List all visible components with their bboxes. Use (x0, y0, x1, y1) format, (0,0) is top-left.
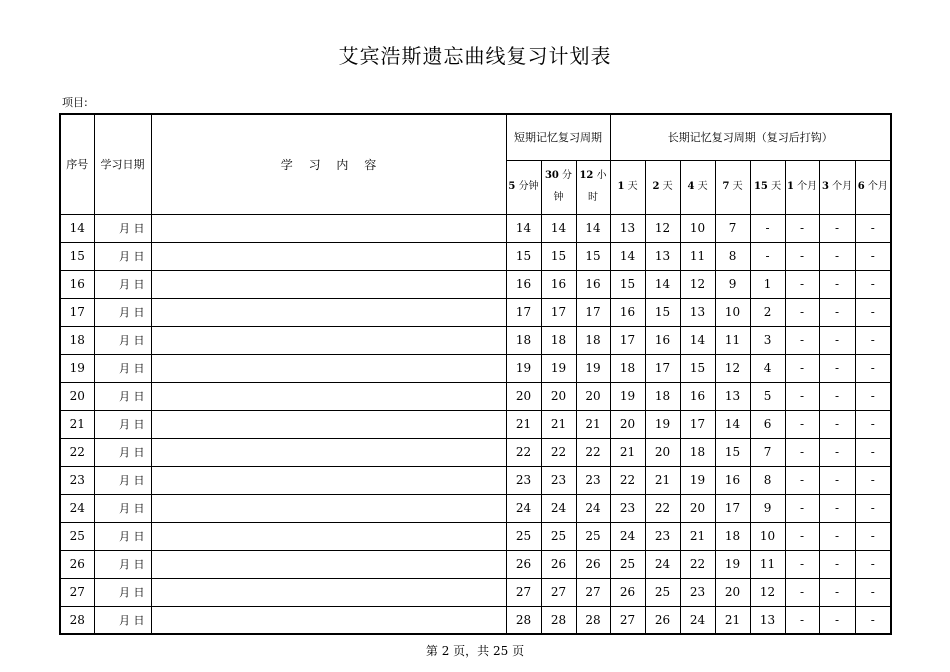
table-row (60, 578, 891, 606)
row-number: 16 (60, 270, 94, 298)
header-period-3 (576, 160, 610, 214)
table-row (60, 410, 891, 438)
review-day-cell[interactable]: - (785, 410, 819, 438)
review-day-cell[interactable]: - (819, 354, 855, 382)
review-day-cell[interactable]: 10 (680, 214, 715, 242)
review-day-cell[interactable]: 18 (610, 354, 645, 382)
study-date-field[interactable]: 月 日 (94, 410, 151, 438)
table-row (60, 214, 891, 242)
table-row (60, 522, 891, 550)
review-day-cell[interactable]: 19 (541, 354, 576, 382)
header-period-1 (506, 160, 541, 214)
review-day-cell[interactable]: 15 (576, 242, 610, 270)
review-day-cell[interactable]: - (750, 242, 785, 270)
review-day-cell[interactable]: 19 (576, 354, 610, 382)
study-date-field[interactable]: 月 日 (94, 242, 151, 270)
period-unit: 个月 (832, 181, 853, 192)
row-number: 19 (60, 354, 94, 382)
review-day-cell[interactable]: 22 (680, 550, 715, 578)
review-day-cell[interactable]: - (819, 494, 855, 522)
review-day-cell[interactable]: 20 (576, 382, 610, 410)
study-content-field[interactable] (151, 550, 506, 578)
table-row (60, 354, 891, 382)
review-day-cell[interactable]: 7 (715, 214, 750, 242)
row-number: 27 (60, 578, 94, 606)
study-content-field[interactable] (151, 242, 506, 270)
row-number: 20 (60, 382, 94, 410)
period-number: 15 (753, 181, 768, 192)
review-day-cell[interactable]: 16 (645, 326, 680, 354)
review-day-cell[interactable]: 9 (715, 270, 750, 298)
review-day-cell[interactable]: 19 (610, 382, 645, 410)
review-day-cell[interactable]: 12 (680, 270, 715, 298)
review-day-cell[interactable]: - (855, 522, 891, 550)
review-day-cell[interactable]: 10 (715, 298, 750, 326)
review-day-cell[interactable]: - (855, 298, 891, 326)
review-day-cell[interactable]: 17 (610, 326, 645, 354)
header-period-4 (610, 160, 645, 214)
study-date-field[interactable]: 月 日 (94, 298, 151, 326)
review-day-cell[interactable]: 13 (680, 298, 715, 326)
review-day-cell[interactable]: 14 (645, 270, 680, 298)
header-period-9 (785, 160, 819, 214)
review-day-cell[interactable]: - (819, 410, 855, 438)
header-period-11 (855, 160, 891, 214)
review-day-cell[interactable]: - (855, 494, 891, 522)
review-day-cell[interactable]: - (855, 606, 891, 634)
study-content-field[interactable] (151, 354, 506, 382)
period-unit: 小时 (588, 170, 607, 203)
review-day-cell[interactable]: 25 (576, 522, 610, 550)
review-day-cell[interactable]: 20 (645, 438, 680, 466)
table-row (60, 382, 891, 410)
review-day-cell[interactable]: 18 (715, 522, 750, 550)
row-number: 26 (60, 550, 94, 578)
study-date-field[interactable]: 月 日 (94, 606, 151, 634)
review-day-cell[interactable]: 14 (610, 242, 645, 270)
header-long-term: 长期记忆复习周期（复习后打钩） (610, 114, 891, 160)
review-day-cell[interactable]: 2 (750, 298, 785, 326)
study-content-field[interactable] (151, 298, 506, 326)
table-row (60, 298, 891, 326)
review-day-cell[interactable]: 13 (750, 606, 785, 634)
review-day-cell[interactable]: 6 (750, 410, 785, 438)
review-day-cell[interactable]: - (819, 466, 855, 494)
review-day-cell[interactable]: 20 (680, 494, 715, 522)
header-short-term: 短期记忆复习周期 (506, 114, 610, 160)
review-day-cell[interactable]: 17 (680, 410, 715, 438)
review-day-cell[interactable]: 19 (680, 466, 715, 494)
review-day-cell[interactable]: 24 (645, 550, 680, 578)
review-day-cell[interactable]: 21 (610, 438, 645, 466)
review-day-cell[interactable]: 21 (680, 522, 715, 550)
review-day-cell[interactable]: - (855, 242, 891, 270)
review-day-cell[interactable]: 16 (680, 382, 715, 410)
review-day-cell[interactable]: - (819, 438, 855, 466)
review-day-cell[interactable]: - (785, 326, 819, 354)
review-day-cell[interactable]: 26 (645, 606, 680, 634)
review-day-cell[interactable]: 26 (610, 578, 645, 606)
study-content-field[interactable] (151, 578, 506, 606)
row-number: 17 (60, 298, 94, 326)
review-day-cell[interactable]: 24 (610, 522, 645, 550)
table-row (60, 606, 891, 634)
review-day-cell[interactable]: 8 (750, 466, 785, 494)
review-day-cell[interactable]: 12 (750, 578, 785, 606)
review-day-cell[interactable]: 23 (506, 466, 541, 494)
review-day-cell[interactable]: 17 (576, 298, 610, 326)
review-day-cell[interactable]: 20 (541, 382, 576, 410)
review-day-cell[interactable]: 18 (541, 326, 576, 354)
table-row (60, 326, 891, 354)
review-day-cell[interactable]: - (785, 242, 819, 270)
period-unit: 分钟 (553, 170, 573, 203)
review-day-cell[interactable]: 13 (715, 382, 750, 410)
study-date-field[interactable]: 月 日 (94, 326, 151, 354)
table-row (60, 550, 891, 578)
review-day-cell[interactable]: 17 (645, 354, 680, 382)
review-day-cell[interactable]: 24 (541, 494, 576, 522)
review-day-cell[interactable]: 12 (645, 214, 680, 242)
review-day-cell[interactable]: 14 (680, 326, 715, 354)
review-day-cell[interactable]: 23 (541, 466, 576, 494)
review-day-cell[interactable]: 18 (576, 326, 610, 354)
review-day-cell[interactable]: 22 (610, 466, 645, 494)
row-number: 18 (60, 326, 94, 354)
study-date-field[interactable]: 月 日 (94, 466, 151, 494)
study-content-field[interactable] (151, 382, 506, 410)
study-content-field[interactable] (151, 438, 506, 466)
review-day-cell[interactable]: 25 (541, 522, 576, 550)
review-day-cell[interactable]: 23 (610, 494, 645, 522)
review-day-cell[interactable]: - (785, 522, 819, 550)
review-day-cell[interactable]: 18 (645, 382, 680, 410)
header-period-5 (645, 160, 680, 214)
period-number: 5 (508, 181, 516, 192)
review-day-cell[interactable]: 27 (506, 578, 541, 606)
review-day-cell[interactable]: 11 (715, 326, 750, 354)
review-day-cell[interactable]: - (785, 214, 819, 242)
review-day-cell[interactable]: 28 (576, 606, 610, 634)
review-day-cell[interactable]: 23 (576, 466, 610, 494)
review-day-cell[interactable]: - (785, 494, 819, 522)
review-day-cell[interactable]: 26 (541, 550, 576, 578)
review-day-cell[interactable]: - (819, 550, 855, 578)
review-day-cell[interactable]: 22 (645, 494, 680, 522)
review-day-cell[interactable]: 16 (715, 466, 750, 494)
period-number: 7 (722, 181, 730, 192)
review-day-cell[interactable]: 24 (680, 606, 715, 634)
review-day-cell[interactable]: - (819, 606, 855, 634)
review-day-cell[interactable]: 14 (506, 214, 541, 242)
review-day-cell[interactable]: 24 (576, 494, 610, 522)
period-number: 2 (652, 181, 660, 192)
review-day-cell[interactable]: - (819, 270, 855, 298)
review-day-cell[interactable]: 14 (715, 410, 750, 438)
review-day-cell[interactable]: 27 (576, 578, 610, 606)
review-day-cell[interactable]: 12 (715, 354, 750, 382)
review-day-cell[interactable]: 15 (610, 270, 645, 298)
period-number: 12 (579, 170, 594, 181)
review-day-cell[interactable]: 14 (576, 214, 610, 242)
review-day-cell[interactable]: - (819, 214, 855, 242)
header-date: 学习日期 (94, 114, 151, 214)
table-row (60, 242, 891, 270)
period-number: 30 (544, 170, 559, 181)
study-date-field[interactable]: 月 日 (94, 550, 151, 578)
review-day-cell[interactable]: 28 (541, 606, 576, 634)
period-unit: 天 (732, 181, 743, 192)
review-day-cell[interactable]: 21 (576, 410, 610, 438)
review-day-cell[interactable]: 26 (576, 550, 610, 578)
review-day-cell[interactable]: 15 (645, 298, 680, 326)
table-row (60, 466, 891, 494)
review-day-cell[interactable]: - (785, 578, 819, 606)
review-day-cell[interactable]: 26 (506, 550, 541, 578)
row-number: 14 (60, 214, 94, 242)
review-day-cell[interactable]: 23 (645, 522, 680, 550)
header-content: 学 习 内 容 (151, 114, 506, 214)
period-number: 1 (617, 181, 625, 192)
row-number: 23 (60, 466, 94, 494)
review-day-cell[interactable]: - (819, 326, 855, 354)
review-day-cell[interactable]: 16 (610, 298, 645, 326)
study-content-field[interactable] (151, 214, 506, 242)
review-day-cell[interactable]: 15 (680, 354, 715, 382)
review-day-cell[interactable]: 13 (610, 214, 645, 242)
study-content-field[interactable] (151, 270, 506, 298)
table-row (60, 494, 891, 522)
period-unit: 分钟 (518, 181, 539, 192)
period-unit: 天 (627, 181, 638, 192)
review-day-cell[interactable]: 28 (506, 606, 541, 634)
review-day-cell[interactable]: 27 (541, 578, 576, 606)
page-footer: 第 2 页，共 25 页 (425, 644, 525, 658)
review-plan-table (59, 113, 892, 635)
review-day-cell[interactable]: - (819, 298, 855, 326)
review-day-cell[interactable]: 21 (715, 606, 750, 634)
review-day-cell[interactable]: 9 (750, 494, 785, 522)
study-date-field[interactable]: 月 日 (94, 522, 151, 550)
review-day-cell[interactable]: 20 (506, 382, 541, 410)
review-day-cell[interactable]: 19 (506, 354, 541, 382)
review-day-cell[interactable]: 17 (715, 494, 750, 522)
study-date-field[interactable]: 月 日 (94, 494, 151, 522)
review-day-cell[interactable]: - (785, 270, 819, 298)
review-day-cell[interactable]: 23 (680, 578, 715, 606)
review-day-cell[interactable]: - (819, 242, 855, 270)
review-day-cell[interactable]: 11 (750, 550, 785, 578)
table-row (60, 270, 891, 298)
review-day-cell[interactable]: - (750, 214, 785, 242)
review-day-cell[interactable]: 16 (576, 270, 610, 298)
review-day-cell[interactable]: - (855, 578, 891, 606)
review-day-cell[interactable]: 21 (645, 466, 680, 494)
review-day-cell[interactable]: 4 (750, 354, 785, 382)
period-number: 3 (821, 181, 829, 192)
review-day-cell[interactable]: 17 (541, 298, 576, 326)
review-day-cell[interactable]: - (855, 438, 891, 466)
study-content-field[interactable] (151, 522, 506, 550)
review-day-cell[interactable]: 18 (680, 438, 715, 466)
period-unit: 天 (697, 181, 708, 192)
review-day-cell[interactable]: 20 (610, 410, 645, 438)
review-day-cell[interactable]: 8 (715, 242, 750, 270)
table-row (60, 438, 891, 466)
review-day-cell[interactable]: 16 (506, 270, 541, 298)
review-day-cell[interactable]: 22 (576, 438, 610, 466)
period-unit: 天 (662, 181, 673, 192)
header-period-8 (750, 160, 785, 214)
review-day-cell[interactable]: 25 (645, 578, 680, 606)
review-day-cell[interactable]: - (855, 354, 891, 382)
review-day-cell[interactable]: 16 (541, 270, 576, 298)
header-period-6 (680, 160, 715, 214)
period-unit: 个月 (867, 181, 888, 192)
review-day-cell[interactable]: 21 (541, 410, 576, 438)
review-day-cell[interactable]: 15 (506, 242, 541, 270)
project-label: 项目: (62, 96, 88, 109)
review-day-cell[interactable]: - (855, 410, 891, 438)
review-day-cell[interactable]: 22 (541, 438, 576, 466)
review-day-cell[interactable]: - (785, 382, 819, 410)
review-day-cell[interactable]: 18 (506, 326, 541, 354)
review-day-cell[interactable]: - (785, 298, 819, 326)
study-content-field[interactable] (151, 494, 506, 522)
row-number: 24 (60, 494, 94, 522)
review-day-cell[interactable]: - (785, 606, 819, 634)
page-title: 艾宾浩斯遗忘曲线复习计划表 (338, 44, 612, 68)
study-date-field[interactable]: 月 日 (94, 214, 151, 242)
review-day-cell[interactable]: - (855, 550, 891, 578)
period-unit: 天 (771, 181, 782, 192)
review-day-cell[interactable]: 27 (610, 606, 645, 634)
study-content-field[interactable] (151, 326, 506, 354)
study-content-field[interactable] (151, 606, 506, 634)
row-number: 22 (60, 438, 94, 466)
header-period-2 (541, 160, 576, 214)
review-day-cell[interactable]: 15 (715, 438, 750, 466)
period-number: 4 (687, 181, 695, 192)
review-day-cell[interactable]: 17 (506, 298, 541, 326)
review-day-cell[interactable]: 13 (645, 242, 680, 270)
review-day-cell[interactable]: 7 (750, 438, 785, 466)
study-date-field[interactable]: 月 日 (94, 270, 151, 298)
study-date-field[interactable]: 月 日 (94, 578, 151, 606)
review-day-cell[interactable]: 24 (506, 494, 541, 522)
header-period-7 (715, 160, 750, 214)
review-day-cell[interactable]: 25 (610, 550, 645, 578)
row-number: 21 (60, 410, 94, 438)
review-day-cell[interactable]: 21 (506, 410, 541, 438)
review-day-cell[interactable]: - (855, 270, 891, 298)
study-content-field[interactable] (151, 466, 506, 494)
review-day-cell[interactable]: - (855, 326, 891, 354)
period-number: 6 (857, 181, 865, 192)
review-day-cell[interactable]: - (785, 438, 819, 466)
review-day-cell[interactable]: 19 (645, 410, 680, 438)
header-period-10 (819, 160, 855, 214)
review-day-cell[interactable]: 22 (506, 438, 541, 466)
period-unit: 个月 (797, 181, 818, 192)
review-day-cell[interactable]: 20 (715, 578, 750, 606)
review-day-cell[interactable]: - (785, 466, 819, 494)
header-seq: 序号 (60, 114, 94, 214)
study-content-field[interactable] (151, 410, 506, 438)
review-day-cell[interactable]: 1 (750, 270, 785, 298)
review-day-cell[interactable]: - (819, 522, 855, 550)
review-day-cell[interactable]: - (855, 466, 891, 494)
review-day-cell[interactable]: - (819, 382, 855, 410)
study-date-field[interactable]: 月 日 (94, 354, 151, 382)
review-day-cell[interactable]: 14 (541, 214, 576, 242)
review-day-cell[interactable]: - (819, 578, 855, 606)
study-date-field[interactable]: 月 日 (94, 438, 151, 466)
review-day-cell[interactable]: 5 (750, 382, 785, 410)
study-date-field[interactable]: 月 日 (94, 382, 151, 410)
review-day-cell[interactable]: 10 (750, 522, 785, 550)
review-day-cell[interactable]: 15 (541, 242, 576, 270)
period-number: 1 (786, 181, 794, 192)
review-day-cell[interactable]: - (785, 354, 819, 382)
review-day-cell[interactable]: 3 (750, 326, 785, 354)
review-day-cell[interactable]: 19 (715, 550, 750, 578)
review-day-cell[interactable]: - (855, 214, 891, 242)
review-day-cell[interactable]: - (855, 382, 891, 410)
row-number: 28 (60, 606, 94, 634)
row-number: 25 (60, 522, 94, 550)
review-day-cell[interactable]: - (785, 550, 819, 578)
review-day-cell[interactable]: 25 (506, 522, 541, 550)
row-number: 15 (60, 242, 94, 270)
review-day-cell[interactable]: 11 (680, 242, 715, 270)
